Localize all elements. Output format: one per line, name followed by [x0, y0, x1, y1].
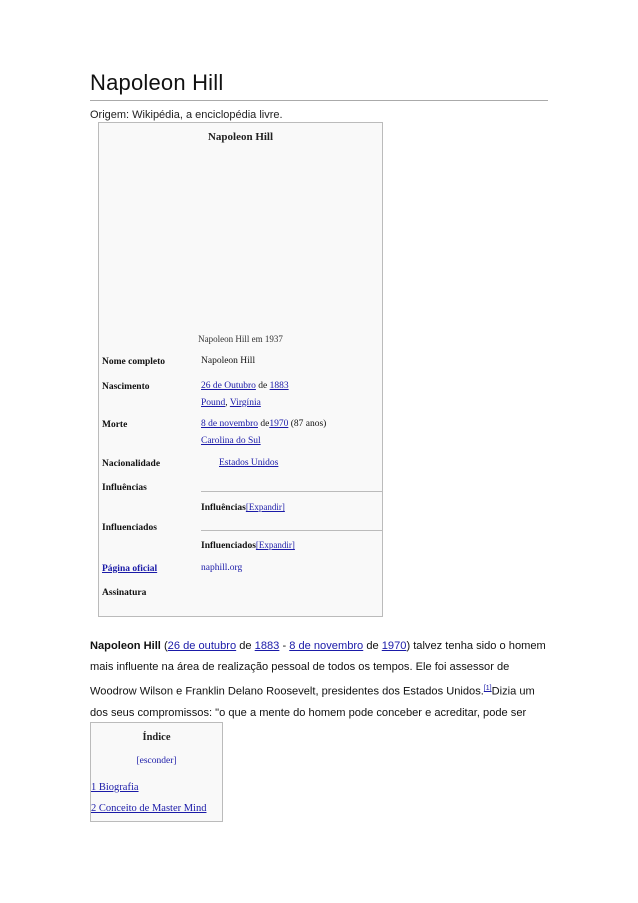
birth-label: Nascimento	[102, 382, 150, 392]
text-fragment: Dizia um dos seus compromissos: "o que a mente do homem pode conceber e acreditar, pode ser	[90, 685, 535, 719]
influences-divider	[201, 491, 383, 492]
subject-name: Napoleon Hill	[90, 640, 161, 652]
page-title: Napoleon Hill	[90, 70, 224, 95]
death-age: (87 anos)	[288, 419, 327, 429]
death-date-link[interactable]: 8 de novembro	[201, 419, 258, 429]
birth-state-link[interactable]: Virgínia	[229, 398, 261, 408]
influenced-label: Influenciados	[102, 523, 157, 533]
death-de: de	[258, 419, 270, 429]
death-place-link[interactable]: Carolina do Sul	[201, 436, 261, 446]
influences-header	[201, 499, 285, 517]
death-date-link[interactable]: 8 de novembro	[289, 640, 364, 652]
birth-place-link[interactable]: Pound	[201, 398, 226, 408]
birth-place-sep: ,	[225, 398, 230, 408]
death-label: Morte	[102, 420, 128, 430]
toc-item-biografia[interactable]: 1 Biografia	[91, 782, 139, 793]
origin-note: Origem: Wikipédia, a enciclopédia livre.	[90, 109, 283, 121]
image-caption: Napoleon Hill em 1937	[198, 334, 283, 344]
birth-year-link[interactable]: 1883	[254, 640, 280, 652]
nationality-value	[219, 455, 278, 472]
influenced-divider	[201, 530, 383, 531]
toc-hide-link[interactable]: [esconder]	[136, 756, 177, 766]
website-link[interactable]: naphill.org	[201, 563, 243, 573]
toc-toggle	[91, 756, 222, 766]
birth-date-link[interactable]: 26 de outubro	[167, 640, 237, 652]
website-value	[201, 560, 242, 577]
signature-label: Assinatura	[102, 588, 147, 598]
text-fragment: -	[279, 640, 290, 652]
text-fragment: ) talvez tenha sido o homem mais influente na área de realização pessoal de todos os tempos. Ele foi assessor de Woodrow Wilson e Franklin Delano Roosevelt, presidentes dos Estados Unidos.	[90, 640, 546, 698]
reference-link[interactable]: [1]	[483, 685, 492, 692]
portrait-image	[129, 153, 354, 333]
text-fragment: de	[236, 640, 255, 652]
birth-de: de	[255, 381, 270, 391]
death-year-link[interactable]: 1970	[269, 419, 289, 429]
full-name-value: Napoleon Hill	[201, 356, 256, 366]
influenced-header	[201, 537, 295, 555]
text-fragment: de	[363, 640, 382, 652]
death-value	[201, 416, 326, 450]
birth-value	[201, 378, 289, 412]
birth-year-link[interactable]: 1883	[269, 381, 289, 391]
influenced-expand-link[interactable]: [Expandir]	[255, 540, 295, 550]
toc-title: Índice	[142, 732, 171, 743]
death-year-link[interactable]: 1970	[381, 640, 407, 652]
nationality-label: Nacionalidade	[102, 459, 161, 469]
influences-inner-label: Influências	[201, 503, 246, 513]
influences-label: Influências	[102, 483, 147, 493]
official-page-link[interactable]: Página oficial	[102, 564, 158, 574]
title-divider	[90, 100, 548, 101]
table-of-contents	[90, 722, 223, 822]
text-fragment: (	[160, 640, 168, 652]
influenced-inner-label: Influenciados	[201, 541, 256, 551]
influences-expand-link[interactable]: [Expandir]	[245, 502, 285, 512]
nationality-link[interactable]: Estados Unidos	[219, 458, 279, 468]
infobox-title: Napoleon Hill	[207, 131, 274, 143]
toc-item-master-mind[interactable]: 2 Conceito de Master Mind	[91, 803, 207, 814]
full-name-label: Nome completo	[102, 357, 166, 367]
infobox	[98, 122, 383, 617]
birth-date-link[interactable]: 26 de Outubro	[201, 381, 256, 391]
